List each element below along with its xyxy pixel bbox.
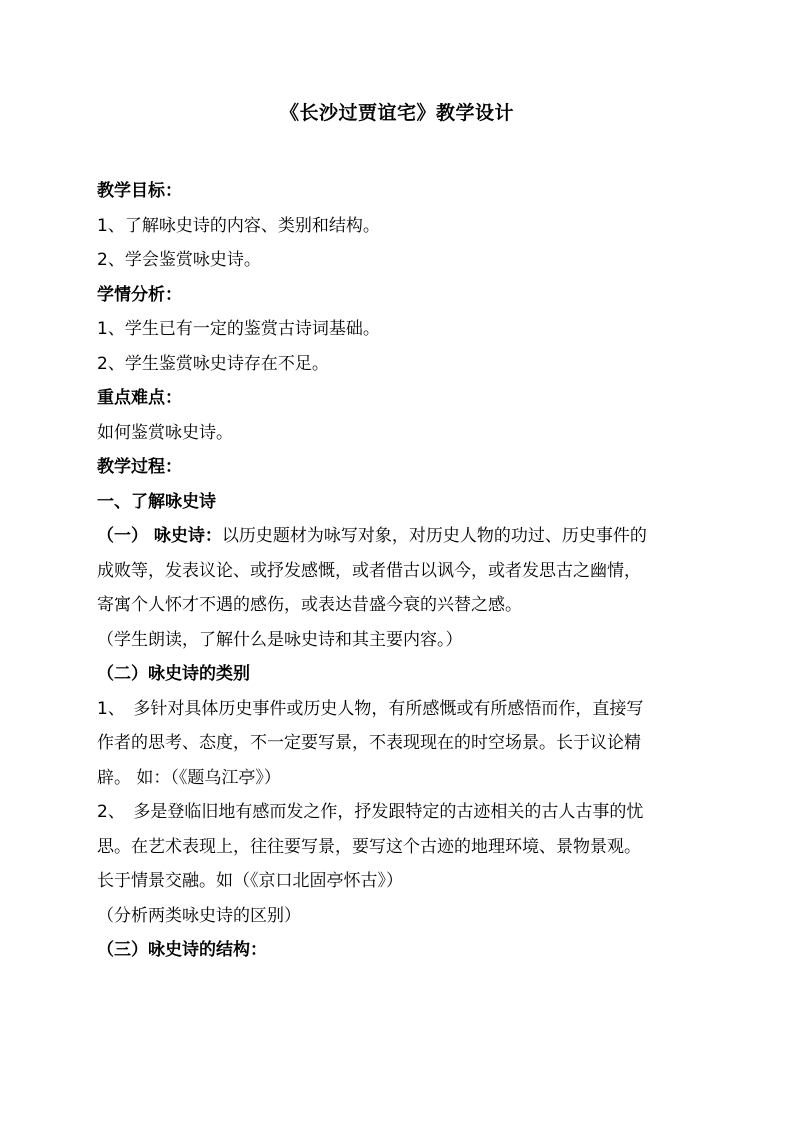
category-1-line-3: 辟。 如：（《题乌江亭》） <box>97 767 281 788</box>
subsection-1-paragraph-line-2: 成败等，发表议论、或抒发感慨，或者借古以讽今，或者发思古之幽情， <box>97 560 641 581</box>
category-2-line-3: 长于情景交融。如（《京口北固亭怀古》） <box>97 871 403 891</box>
subsection-1-text-1: 以历史题材为咏写对象，对历史人物的功过、历史事件的 <box>221 526 647 546</box>
heading-teaching-goals: 教学目标： <box>97 181 182 201</box>
subsection-3-heading: （三）咏史诗的结构： <box>97 940 267 960</box>
subsection-2-heading: （二）咏史诗的类别 <box>97 664 250 684</box>
goal-item-2: 2、学会鉴赏咏史诗。 <box>97 250 261 270</box>
category-1-line-2: 作者的思考、态度，不一定要写景，不表现现在的时空场景。长于议论精 <box>97 733 641 753</box>
subsection-1-paragraph-line-1 <box>97 519 703 554</box>
subsection-1-label: （一） 咏史诗： <box>97 526 222 546</box>
heading-teaching-process: 教学过程： <box>97 457 182 477</box>
heading-student-analysis: 学情分析： <box>97 284 182 305</box>
analysis-item-1: 1、学生已有一定的鉴赏古诗词基础。 <box>97 319 380 339</box>
analysis-item-2: 2、学生鉴赏咏史诗存在不足。 <box>97 353 329 374</box>
subsection-1-note: （学生朗读，了解什么是咏史诗和其主要内容。） <box>97 629 463 650</box>
subsection-1-paragraph-line-3: 寄寓个人怀才不遇的感伤，或表达昔盛今衰的兴替之感。 <box>97 595 522 615</box>
goal-item-1: 1、了解咏史诗的内容、类别和结构。 <box>97 215 380 236</box>
heading-key-points: 重点难点： <box>97 388 182 408</box>
category-2-line-2: 思。在艺术表现上，往往要写景，要写这个古迹的地理环境、景物景观。 <box>97 836 641 857</box>
section-1-heading: 一、了解咏史诗 <box>97 491 216 512</box>
category-note: （分析两类咏史诗的区别） <box>97 905 301 926</box>
category-1-line-1: 1、 多针对具体历史事件或历史人物，有所感慨或有所感悟而作，直接写 <box>97 698 644 719</box>
category-2-line-1: 2、 多是登临旧地有感而发之作，抒发跟特定的古迹相关的古人古事的忧 <box>97 802 644 822</box>
document-body <box>97 174 703 968</box>
document-title: 《长沙过贾谊宅》教学设计 <box>279 102 514 124</box>
key-point-text: 如何鉴赏咏史诗。 <box>97 422 233 443</box>
